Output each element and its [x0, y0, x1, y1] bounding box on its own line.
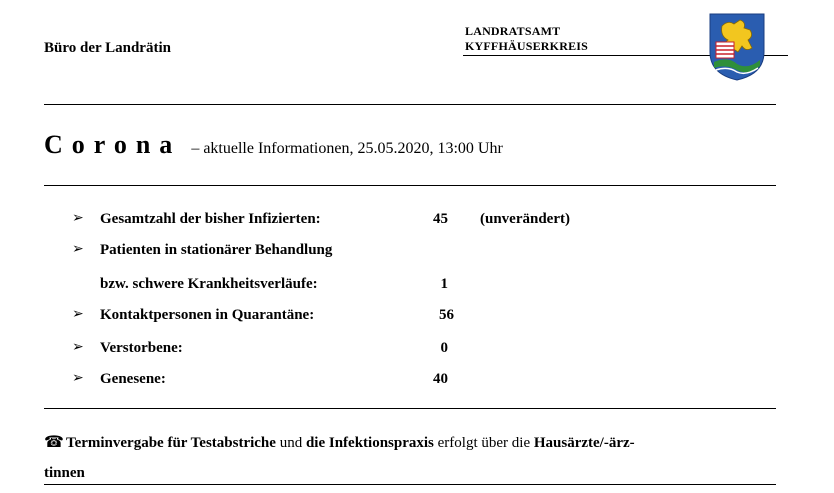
footer-text-1: und: [275, 435, 306, 451]
stat-label: Verstorbene:: [100, 340, 183, 356]
stat-label: bzw. schwere Krankheitsverläufe:: [100, 276, 318, 292]
title-date-text: aktuelle Informationen, 25.05.2020, 13:00 Uhr: [203, 140, 503, 157]
footer-bold-1: Terminvergabe für Testabstriche: [65, 435, 276, 451]
arrow-bullet-icon: ➢: [72, 211, 84, 226]
stat-label: Gesamtzahl der bisher Infizierten:: [100, 211, 321, 227]
arrow-bullet-icon: ➢: [72, 371, 84, 386]
arrow-bullet-icon: ➢: [72, 307, 84, 322]
stat-note: (unverändert): [480, 211, 570, 227]
divider-top: [44, 104, 776, 105]
stat-value: 40: [433, 371, 448, 387]
coat-of-arms-lion-icon: [708, 12, 766, 82]
stat-value: 45: [433, 211, 448, 227]
footer-note: [44, 428, 784, 488]
title-dash: –: [191, 140, 200, 157]
footer-bold-4: tinnen: [44, 465, 85, 481]
authority-line-1: LANDRATSAMT: [465, 24, 561, 38]
arrow-bullet-icon: ➢: [72, 340, 84, 355]
authority-line-2: KYFFHÄUSERKREIS: [465, 39, 589, 53]
stat-value: 56: [439, 307, 454, 323]
stat-value: 0: [440, 340, 448, 356]
footer-bold-2: die Infektionspraxis: [305, 435, 434, 451]
office-name: Büro der Landrätin: [44, 40, 171, 56]
stat-label: Kontaktpersonen in Quarantäne:: [100, 307, 315, 323]
stat-value: 1: [440, 276, 448, 292]
arrow-bullet-icon: ➢: [72, 242, 84, 257]
title-word: Corona: [44, 130, 182, 159]
stat-label: Patienten in stationärer Behandlung: [100, 242, 333, 258]
title-subtitle: [191, 140, 503, 158]
footer-bold-3: Hausärzte/-ärz-: [533, 435, 635, 451]
title-row: [44, 130, 503, 160]
telephone-icon: ☎: [44, 434, 64, 451]
authority-name: [465, 24, 588, 54]
divider-bottom: [44, 484, 776, 485]
divider-stats: [44, 408, 776, 409]
stat-label: Genesene:: [100, 371, 166, 387]
divider-title: [44, 185, 776, 186]
footer-text-2: erfolgt über die: [433, 435, 534, 451]
